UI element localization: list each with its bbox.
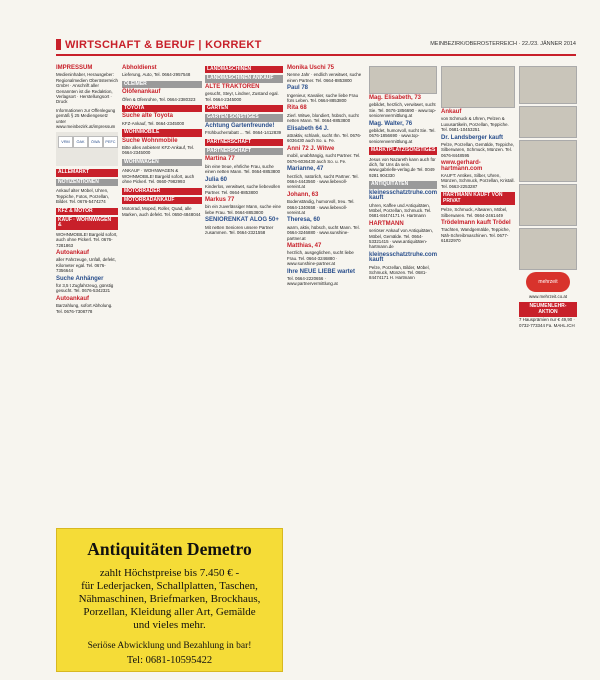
section-bar: GARTEN <box>205 105 283 112</box>
ad-heading: Ihre NEUE LIEBE wartet <box>287 268 356 275</box>
ad-line-3: Nähmaschinen, Briefmarken, Brockhaus, <box>78 593 261 605</box>
ad-text: seriöser Ankauf von Antiquitäten, Möbel, Gemälde. Tel. 0664-53321415 · www.antiquitäten-hartmann.de <box>369 228 433 250</box>
photo-portrait-2 <box>441 66 515 108</box>
ad-heading: Markus 77 <box>205 196 235 203</box>
photo-portrait-5 <box>519 184 577 226</box>
ad-heading: Theresa, 60 <box>287 217 321 224</box>
column-1 <box>56 64 118 524</box>
impressum-heading: IMPRESSUM <box>56 65 93 71</box>
section-bar: ÖLEIMER <box>122 81 202 88</box>
ad-title: Antiquitäten Demetro <box>87 539 252 559</box>
ad-text: Ingenieur, Kavalier, suche liebe Frau fürs Leben. Tel. 0664-8853800 <box>287 92 359 104</box>
ad-heading: Dr. Landsberger kauft <box>441 134 504 141</box>
section-bar: ALLEMARKT <box>56 169 118 176</box>
photo-portrait-4 <box>519 140 577 182</box>
ad-heading: Suche Anhänger <box>56 275 104 282</box>
ad-text: aller Fahrzeuge, Unfall, defekt, Kilometer egal. Tel. 0676-7356644 <box>56 257 116 274</box>
classified-list-4 <box>287 66 365 287</box>
bottom-promo-bar: NEUMENLEHR-AKTION <box>519 302 577 317</box>
classified-list-3 <box>205 66 283 235</box>
ad-text: Nenne Jahr · endlich verwitwet, suche einen Partner. Tel. 0664-8853800 <box>287 72 362 83</box>
ad-heading: Marianne, 47 <box>287 166 324 173</box>
ad-text: gesucht, Steyr, Lindner, Zustand egal. Tel. 0664-2345000 <box>205 91 279 102</box>
ad-text: mobil, unabhängig, sucht Partner. Tel. 0676-6036430 auch So. u. Fe. <box>287 153 361 164</box>
ad-heading: Abholdienst <box>122 65 157 71</box>
ad-text: Pelze, Schmuck, Altwaren, Möbel, Silberwaren. Tel. 0664-2461449 <box>441 207 508 218</box>
ad-heading: ALTE TRAKTOREN <box>205 83 260 90</box>
ad-text: herzlich, ausgeglichen, sucht liebe Frau. Tel. 0664-3246880 · www.sunshine-partner.at <box>287 250 354 267</box>
ad-heading: kleinesschatztruhe.com kauft <box>369 251 437 264</box>
ad-heading: Achtung Gartenfreunde! <box>205 122 275 129</box>
photo-jewelry <box>519 106 577 138</box>
column-4 <box>287 64 365 668</box>
ad-heading: Suche Wohnmobile <box>122 137 178 144</box>
ad-slogan: Seriöse Abwicklung und Bezahlung in bar! <box>87 641 252 651</box>
ad-heading: Mag. Elisabeth, 73 <box>369 95 422 101</box>
classified-list-5 <box>369 96 437 281</box>
section-bar: WOHNWAGEN <box>122 159 202 166</box>
section-bar: MOTORRÄDER <box>122 188 202 195</box>
column-6 <box>441 64 515 668</box>
section-bar: HARTMANN KAUFT VON PRIVAT <box>441 192 515 205</box>
antiquitaeten-demetro-ad <box>56 528 283 672</box>
ad-heading: Autoankauf <box>56 295 89 302</box>
mehrzeit-url: www.mehrzeit.co.at <box>528 294 568 299</box>
ad-heading: Rita 68 <box>287 105 307 112</box>
ad-heading: Ankauf <box>441 109 462 115</box>
ad-line-5: und vieles mehr. <box>133 619 206 631</box>
classified-list-6 <box>441 110 515 244</box>
ad-line-2: für Lederjacken, Schallplatten, Taschen, <box>81 580 258 592</box>
logo-1: VRM <box>58 136 73 148</box>
ad-heading: Paul 78 <box>287 85 309 92</box>
ad-text: für 3,5 t Zugfahrzeug, günstig gesucht. Tel. 0676-5342321 <box>56 282 114 294</box>
ad-text: Motorrad, Moped, Roller, Quad, alle Marken, auch defekt. Tel. 0650-4848044 <box>122 206 201 217</box>
ad-line-1: zahlt Höchstpreise bis 7.450 € - <box>99 567 240 579</box>
ad-text: herzlich, natürlich, sucht Partner. Tel. 0664-4443560 · www.liebevoll-vereint.at <box>287 173 359 190</box>
ad-text: Jesus von Nazareth kann auch für dich, für Uns da sein. www.gabrielle-verlag.de Tel. 0049 9281 904330 <box>369 156 436 178</box>
ad-text: Uhren, Kaffee und Antiquitäten, Möbel, Porzellan, Schmuck. Tel. 0681-84474171 H. Hartmann <box>369 202 432 219</box>
ad-heading: Monika Uschi 75 <box>287 65 335 71</box>
logo-2: ÖAK <box>73 136 88 148</box>
ad-text: Pelze, Porzellan, Bilder, Möbel, Schmuck, Münzen. Tel. 0681-84474171 H. Hartmann <box>369 264 430 281</box>
classified-list-1 <box>56 169 118 314</box>
column-5 <box>369 64 437 668</box>
logo-strip <box>56 132 118 166</box>
ad-heading: Julia 60 <box>205 176 228 183</box>
ad-text: attraktiv, schlank, sucht Ihn. Tel. 0676-6036430 auch So. u. Fe. <box>287 133 362 144</box>
impressum-text: Medieninhaber, Herausgeber: Regionalmedien Oberösterreich GmbH · Anschrift aller Genannten ist die Redaktion, Verlagsort · Herstellungsort · Druck <box>56 72 118 105</box>
ad-heading: Martina 77 <box>205 156 235 163</box>
section-mark <box>56 39 61 50</box>
ad-heading: Autoankauf <box>56 249 89 256</box>
logo-3: ÖWA <box>88 136 103 148</box>
ad-text: Frühbucherrabatt ... Tel. 0664-1412839 <box>205 130 282 136</box>
ad-heading: SENIORENKAT ALOG 50+ <box>205 217 279 224</box>
issue-meta: MEINBEZIRK/OBEROSTERREICH · 22./23. JÄNNER 2014 <box>430 41 576 47</box>
ad-heading: Elisabeth 64 J. <box>287 125 329 132</box>
ad-text: Trachten, Wandgemälde, Teppiche, Näh-Schreibmaschinen. Tel. 0677-61822970 <box>441 227 510 244</box>
ad-heading: Ölöfenankauf <box>122 89 161 96</box>
ad-phone: Tel: 0681-10595422 <box>126 655 213 666</box>
ad-text: Lieferung, Auto, Tel. 0664-2957548 <box>122 72 191 78</box>
ad-heading: Suche alte Toyota <box>122 113 173 120</box>
section-bar: TOYOTA <box>122 105 202 112</box>
section-bar: PARTNERSCHAFT <box>205 148 283 155</box>
ad-heading: Johann, 63 <box>287 191 319 198</box>
section-bar: LANDMASCHINEN ANKAUF <box>205 75 283 82</box>
ad-text: warm, aktiv, hübsch, sucht Mann. Tel. 0664-3246880 · www.sunshine-partner.at <box>287 224 360 241</box>
ad-text: WOHNMOBILE! Bargeld sofort, auch ohne Pickerl. Tel. 0676-7281863 <box>56 231 118 248</box>
section-bar: NOTIZENTIONEN <box>56 179 118 186</box>
ad-text: ANKAUF · WOHNWAGEN & WOHNMOBILE! Bargeld sofort, auch ohne Pickerl. Tel. 0660-7982993 <box>122 168 195 185</box>
ad-text: gebildet, herzlich, verwitwet, sucht Sie. Tel. 0676-1856690 · www.top-seniorenvermittlung.at <box>369 102 437 119</box>
ad-text: Tel. 0664-2220656 · www.partnervermittlung.at <box>287 276 338 287</box>
section-bar: ANTIQUITÄTEN <box>369 181 437 188</box>
ad-heading: www.gerhard-hartmann.com <box>441 160 483 172</box>
section-bar: LANDMASCHINEN <box>205 66 283 73</box>
ad-text: Mit netten Senioren unsere Partner zusammen. Tel. 0664-2321558 <box>205 224 274 235</box>
photo-portrait-6 <box>519 228 577 270</box>
section-bar: PARTNERSCHAFT <box>205 139 283 146</box>
page-header <box>56 38 576 56</box>
ad-text: Barzahlung, sofort Abholung. Tel. 0676-7308778 <box>56 303 113 314</box>
ad-text: Zierl. Witwe, blondiert, hübsch, sucht netten Mann. Tel. 0664-8853800 <box>287 112 359 124</box>
ad-text: von Schmuck & Uhren, Pelzen & Luxusartikeln, Porzellan, Teppiche. Tel. 0681-10453251 <box>441 116 509 133</box>
logo-4: PEFC <box>103 136 118 148</box>
ad-text: bin eine treue, ehrliche Frau, suche einen netten Mann. Tel. 0664-8853800 <box>205 163 281 175</box>
ad-heading: Mag. Walter, 76 <box>369 120 413 127</box>
photo-portrait-1 <box>369 66 437 94</box>
ad-text: KAUFT: Antikes, Silber, Uhren, Münzen, Schmuck, Porzellan, Kristall. Tel. 0663-2253287 <box>441 173 515 189</box>
bottom-promo-text: 7 Hausprämien nur € 49,90 · 0732-773344 Fa. MAHL.ICH <box>519 317 575 328</box>
section-bar: MARKTPLATZ/SONSTIGES <box>371 147 436 154</box>
ad-heading: kleinesschatztruhe.com kauft <box>369 189 437 202</box>
ad-text: KFZ-Ankauf, Tel. 0664-2345000 <box>122 120 185 126</box>
ad-heading: Trödelmann kauft Trödel <box>441 219 511 226</box>
mehrzeit-ad: mehrzeit <box>526 272 570 292</box>
section-bar: KAUF · WOHNWAGEN & <box>56 217 118 230</box>
ad-line-4: Porzellan, Kleidung aller Art, Gemälde <box>83 606 256 618</box>
ad-text: Pelze, Porzellan, Gemälde, Teppiche, Silberwaren, Schmuck, Münzen. Tel. 0676-8448595 <box>441 142 515 158</box>
ad-text: Öfen & Ofenrohre, Tel. 0664-2380323 <box>122 96 196 102</box>
section-bar: GARTEN SONSTIGES <box>205 114 283 121</box>
ad-heading: Anni 72 J. Witwe <box>287 145 335 152</box>
ad-text: Ankauf alter Möbel, Uhren, Teppiche, Fotos, Porzellan, Bilder. Tel. 0676-5474274 <box>56 188 109 205</box>
ad-heading: HARTMANN <box>369 220 404 227</box>
section-bar: MOTORRADANKAUF <box>122 197 202 204</box>
ad-text: Bodenständig, humorvoll, treu. Tel. 0664-1340658 · www.liebevoll-vereint.at <box>287 199 355 215</box>
column-7 <box>519 64 577 668</box>
ad-text: gebildet, humorvoll, sucht Sie. Tel. 0676-1856690 · www.top-seniorenvermittlung.at <box>369 128 436 144</box>
section-bar: KFZ & MOTOR <box>56 208 118 215</box>
photo-portrait-3 <box>519 66 577 104</box>
ad-heading: Matthias, 47 <box>287 242 322 249</box>
ad-text: Kinderlos, verwitwet, suche liebevollen Partner. Tel. 0664-8853800 <box>205 184 281 195</box>
impressum-text-2: Informationen zur Offenlegung gemäß § 25 Mediengesetz unter www.meinbezirk.at/impressum <box>56 107 116 130</box>
section-title: WIRTSCHAFT & BERUF | KORREKT <box>65 39 262 51</box>
classified-list-2 <box>122 66 202 217</box>
column-2 <box>122 64 202 524</box>
ad-text: Bitte alles anbieten! KFZ-Ankauf, Tel. 0664-2345000 <box>122 145 195 156</box>
section-bar: WOHNMOBILE <box>122 129 202 136</box>
ad-text: bin ein zuverlässiger Mann, suche eine liebe Frau. Tel. 0664-8853800 <box>205 204 281 215</box>
